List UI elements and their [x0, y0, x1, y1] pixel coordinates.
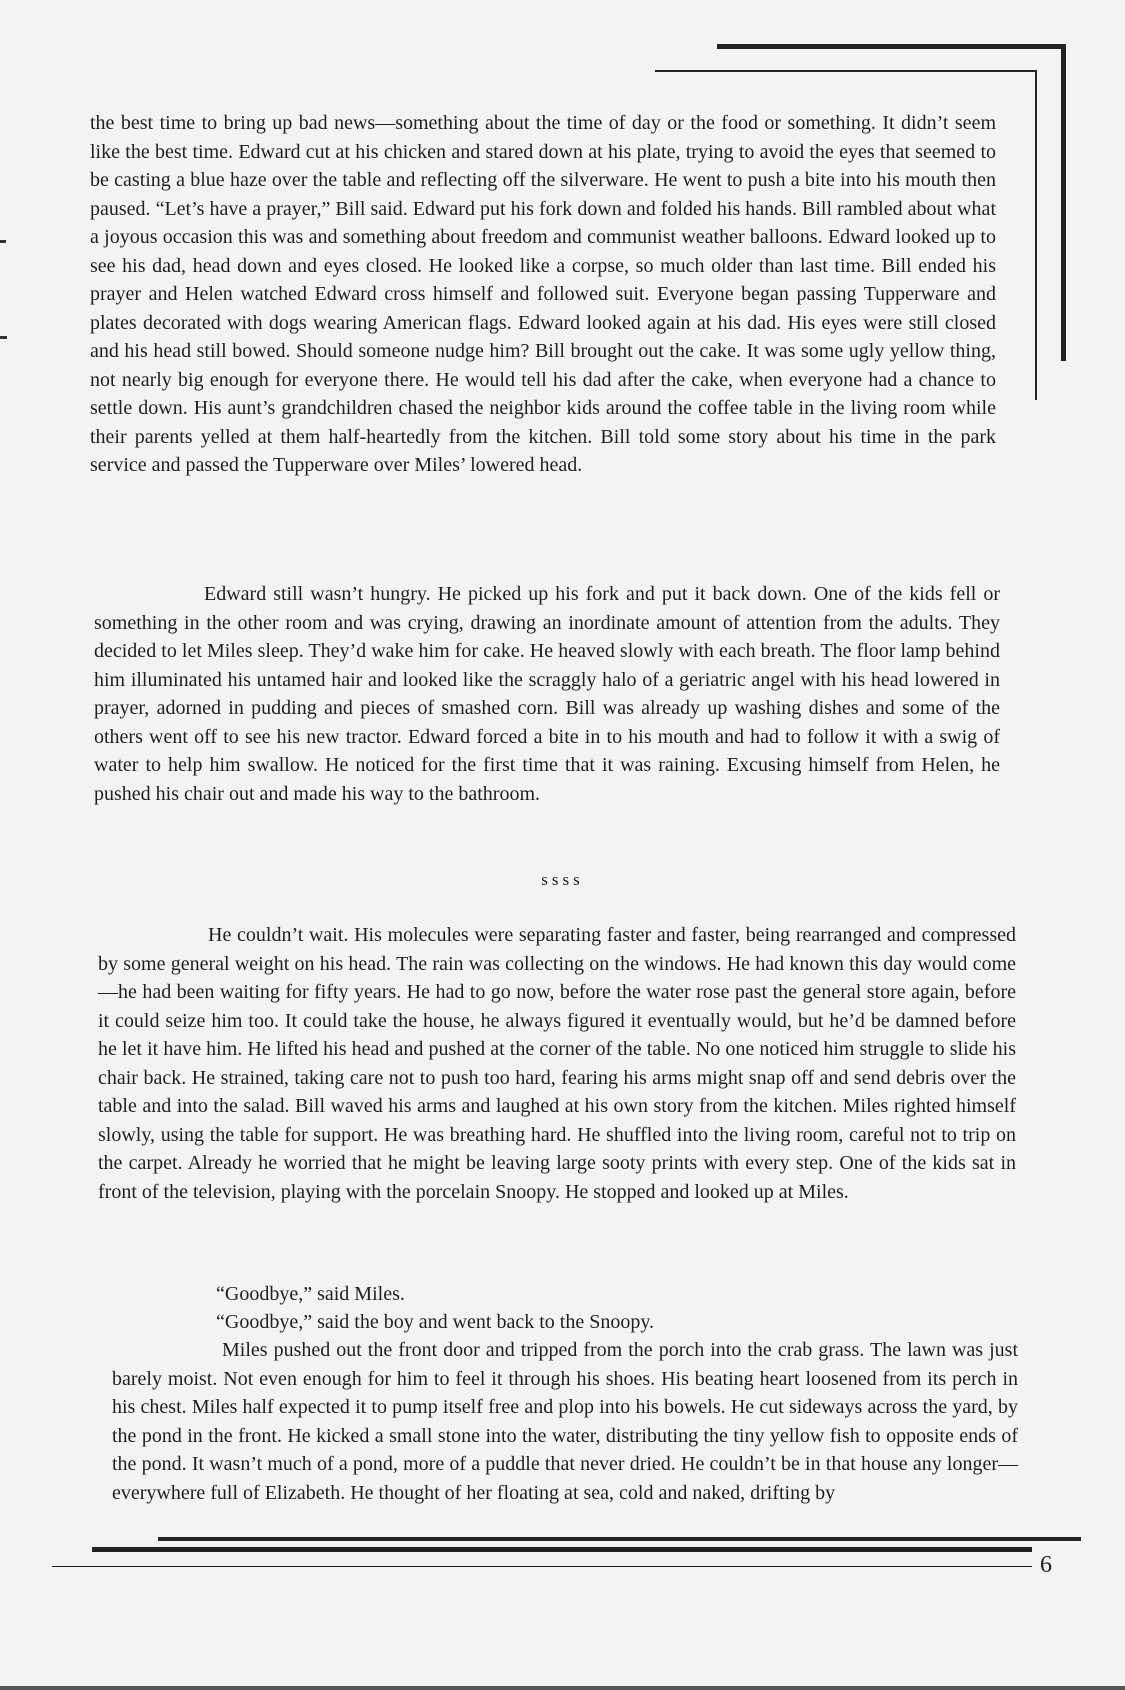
- paragraph-1: the best time to bring up bad news—something about the time of day or the food or something. It didn’t seem like the best time. Edward cut at his chicken and stared down at his plate, trying to avoid the eyes that seemed to be casting a blue haze over the table and reflecting off the silverware. He went to push a bite into his mouth then paused. “Let’s have a prayer,” Bill said. Edward put his fork down and folded his hands. Bill rambled about what a joyous occasion this was and something about freedom and communist weather balloons. Edward looked up to see his dad, head down and eyes closed. He looked like a corpse, so much older than last time. Bill ended his prayer and Helen watched Edward cross himself and followed suit. Everyone began passing Tupperware and plates decorated with dogs wearing American flags. Edward looked again at his dad. His eyes were still closed and his head still bowed. Should someone nudge him? Bill brought out the cake. It was some ugly yellow thing, not nearly big enough for everyone there. He would tell his dad after the cake, when everyone had a chance to settle down. His aunt’s grandchildren chased the neighbor kids around the coffee table in the living room while their parents yelled at them half-heartedly from the kitchen. Bill told some story about his time in the park service and passed the Tupperware over Miles’ lowered head.: [90, 112, 996, 476]
- right-frame-rule-thick: [1061, 44, 1066, 361]
- paragraph-4: Miles pushed out the front door and tripped from the porch into the crab grass. The lawn was just barely moist. Not even enough for him to feel it through his shoes. His beating heart loosened from its perch in his chest. Miles half expected it to pump itself free and plop into his bowels. He cut sideways across the yard, by the pond in the front. He kicked a small stone into the water, distributing the tiny yellow fish to opposite ends of the pond. It wasn’t much of a pond, more of a puddle that never dried. He couldn’t be in that house any longer—everywhere full of Elizabeth. He thought of her floating at sea, cold and naked, drifting by: [112, 1339, 1018, 1504]
- bottom-frame-rule-thin: [52, 1566, 1032, 1567]
- top-frame-rule-thin: [655, 70, 1036, 72]
- right-frame-rule-thin: [1035, 70, 1037, 400]
- bottom-frame-rule-thick: [92, 1547, 1032, 1552]
- margin-speck: [0, 336, 7, 339]
- paragraph-2: Edward still wasn’t hungry. He picked up his fork and put it back down. One of the kids fell or something in the other room and was crying, drawing an inordinate amount of attention from the adults. They decided to let Miles sleep. They’d wake him for cake. He heaved slowly with each breath. The floor lamp behind him illuminated his untamed hair and looked like the scraggly halo of a geriatric angel with his head lowered in prayer, adorned in pudding and pieces of smashed corn. Bill was already up washing dishes and some of the others went off to see his new tractor. Edward forced a bite in to his mouth and had to follow it with a swig of water to help him swallow. He noticed for the first time that it was raining. Excusing himself from Helen, he pushed his chair out and made his way to the bathroom.: [94, 583, 1000, 805]
- bottom-frame-rule-upper: [158, 1537, 1081, 1541]
- top-frame-rule-thick: [717, 44, 1066, 49]
- page-number: 6: [1040, 1552, 1052, 1578]
- section-break: ssss: [541, 870, 584, 889]
- margin-speck: [0, 240, 6, 243]
- scan-bottom-edge: [0, 1686, 1125, 1690]
- paragraph-3: He couldn’t wait. His molecules were separating faster and faster, being rearranged and compressed by some general weight on his head. The rain was collecting on the windows. He had known this day would come—he had been waiting for fifty years. He had to go now, before the water rose past the general store again, before it could seize him too. It could take the house, he always figured it eventually would, but he’d be damned before he let it have him. He lifted his head and pushed at the corner of the table. No one noticed him struggle to slide his chair back. He strained, taking care not to push too hard, fearing his arms might snap off and send debris over the table and into the salad. Bill waved his arms and laughed at his own story from the kitchen. Miles righted himself slowly, using the table for support. He was breathing hard. He shuffled into the living room, careful not to trip on the carpet. Already he worried that he might be leaving large sooty prints with every step. One of the kids sat in front of the television, playing with the porcelain Snoopy. He stopped and looked up at Miles.: [98, 924, 1016, 1203]
- dialogue-line-1: “Goodbye,” said Miles.: [216, 1283, 405, 1305]
- dialogue-line-2: “Goodbye,” said the boy and went back to the Snoopy.: [216, 1311, 655, 1333]
